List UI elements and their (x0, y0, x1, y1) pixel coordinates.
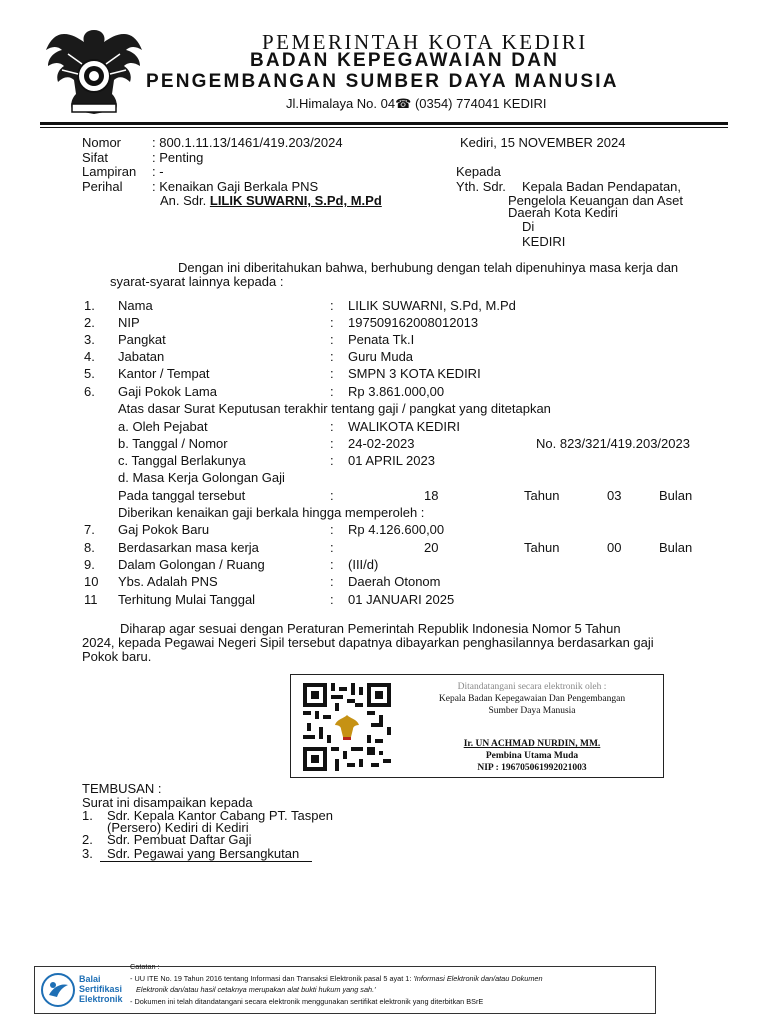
tembusan-number: 1. (82, 808, 93, 823)
sub-item-label: c. Tanggal Berlakunya (118, 453, 246, 468)
sk-number: No. 823/321/419.203/2023 (536, 436, 690, 451)
signer-name: Ir. UN ACHMAD NURDIN, MM. (463, 739, 601, 749)
closing-line-1: Diharap agar sesuai dengan Peraturan Pemerintah Republik Indonesia Nomor 5 Tahun (120, 621, 621, 636)
recipient-line-4: Di (522, 219, 535, 234)
item-label: Jabatan (118, 349, 165, 364)
item-label: Kantor / Tempat (118, 366, 210, 381)
diberikan-text: Diberikan kenaikan gaji berkala hingga memperoleh : (118, 505, 425, 520)
pada-label: Pada tanggal tersebut (118, 488, 246, 503)
tembusan-item: Sdr. Pembuat Daftar Gaji (107, 832, 252, 847)
sub-item-value: WALIKOTA KEDIRI (348, 419, 460, 434)
tembusan-item: Sdr. Kepala Kantor Cabang PT. Taspen (107, 808, 333, 823)
tembusan-item: Sdr. Pegawai yang Bersangkutan (107, 846, 300, 861)
item-number: 2. (84, 315, 95, 330)
kop-pemerintah: PEMERINTAH KOTA KEDIRI (262, 30, 588, 54)
bsre-logo-icon (41, 973, 75, 1007)
bsre-logo-line-1: Balai (79, 974, 101, 984)
item-colon: : (330, 453, 334, 468)
item-label: NIP (118, 315, 140, 330)
signer-office-line-2: Sumber Daya Manusia (488, 706, 576, 716)
bulan-label: Bulan (659, 540, 693, 555)
place-date: Kediri, 15 NOVEMBER 2024 (460, 135, 626, 150)
masa-bulan-value: 00 (607, 540, 622, 555)
item-colon: : (330, 592, 334, 607)
footer-note-1-quote: 'Informasi Elektronik dan/atau Dokumen (413, 974, 543, 983)
an-line (160, 193, 382, 208)
item-value: (III/d) (348, 557, 379, 572)
sub-item-label: b. Tanggal / Nomor (118, 436, 228, 451)
item-colon: : (330, 349, 334, 364)
item-colon: : (330, 315, 334, 330)
item-label: Ybs. Adalah PNS (118, 574, 218, 589)
item-number: 8. (84, 540, 95, 555)
pada-tahun-value: 18 (424, 488, 439, 503)
an-prefix: An. Sdr. (160, 193, 207, 208)
item-number: 3. (84, 332, 95, 347)
masa-tahun-value: 20 (424, 540, 439, 555)
qr-code (303, 683, 391, 771)
bsre-logo-line-2: Sertifikasi (79, 984, 123, 994)
e-signature-box (290, 674, 664, 778)
item-colon: : (330, 436, 334, 451)
item-value: Rp 3.861.000,00 (348, 384, 445, 399)
recipient-line-5: KEDIRI (522, 234, 566, 249)
recipient-line-3: Daerah Kota Kediri (508, 205, 618, 220)
item-value: SMPN 3 KOTA KEDIRI (348, 366, 481, 381)
header-rule-thin (40, 127, 728, 128)
perihal-label: Perihal (82, 179, 123, 194)
item-number: 4. (84, 349, 95, 364)
atas-dasar-text: Atas dasar Surat Keputusan terakhir tentang gaji / pangkat yang ditetapkan (118, 401, 551, 416)
item-label: Gaji Pokok Lama (118, 384, 217, 399)
pada-bulan-value: 03 (607, 488, 622, 503)
signer-nip: NIP : 196705061992021003 (477, 763, 587, 773)
item-label: Terhitung Mulai Tanggal (118, 592, 256, 607)
garuda-emblem (42, 24, 146, 118)
footer-note-2: - Dokumen ini telah ditandatangani secara elektronik menggunakan sertifikat elektronik yang diterbitkan BSrE (130, 997, 484, 1006)
item-label: Dalam Golongan / Ruang (118, 557, 265, 572)
closing-line-3: Pokok baru. (82, 649, 152, 664)
item-value: 01 JANUARI 2025 (348, 592, 455, 607)
item-colon: : (330, 488, 334, 503)
lampiran-value: : - (152, 164, 164, 179)
item-label: Berdasarkan masa kerja (118, 540, 259, 555)
tembusan-title: TEMBUSAN : (82, 781, 162, 796)
item-value: Guru Muda (348, 349, 414, 364)
item-label: Pangkat (118, 332, 166, 347)
item-value: Penata Tk.I (348, 332, 415, 347)
closing-line-2: 2024, kepada Pegawai Negeri Sipil tersebut dapatnya dibayarkan penghasilannya berdasarkan gaji (82, 635, 654, 650)
an-name: LILIK SUWARNI, S.Pd, M.Pd (209, 193, 382, 208)
sub-item-value: 01 APRIL 2023 (348, 453, 435, 468)
item-number: 11 (84, 592, 98, 607)
item-label: Gaj Pokok Baru (118, 522, 210, 537)
bsre-logo-line-3: Elektronik (79, 994, 123, 1004)
footer-catatan: Catatan : (130, 962, 160, 971)
sifat-label: Sifat (82, 150, 109, 165)
item-number: 6. (84, 384, 95, 399)
sub-item-value: 24-02-2023 (348, 436, 415, 451)
item-value: Rp 4.126.600,00 (348, 522, 445, 537)
item-colon: : (330, 540, 334, 555)
tembusan-item: (Persero) Kediri di Kediri (107, 820, 249, 835)
nomor-value: : 800.1.11.13/1461/419.203/2024 (152, 135, 343, 150)
intro-line-1: Dengan ini diberitahukan bahwa, berhubung dengan telah dipenuhinya masa kerja dan (178, 260, 679, 275)
item-value: 197509162008012013 (348, 315, 479, 330)
phone-icon: ☎ (395, 96, 412, 111)
kop-pengembangan: PENGEMBANGAN SUMBER DAYA MANUSIA (146, 71, 619, 92)
footer-note-1 (130, 974, 543, 983)
item-colon: : (330, 366, 334, 381)
yth-label: Yth. Sdr. (456, 179, 506, 194)
nomor-label: Nomor (82, 135, 122, 150)
signer-rank: Pembina Utama Muda (485, 751, 579, 761)
item-colon: : (330, 419, 334, 434)
item-colon: : (330, 522, 334, 537)
sub-item-label: d. Masa Kerja Golongan Gaji (118, 470, 285, 485)
item-number: 10 (84, 574, 99, 589)
intro-line-2: syarat-syarat lainnya kepada : (110, 274, 284, 289)
kop-badan: BADAN KEPEGAWAIAN DAN (250, 50, 560, 71)
item-value: Daerah Otonom (348, 574, 441, 589)
tembusan-subtitle: Surat ini disampaikan kepada (82, 795, 253, 810)
tahun-label: Tahun (524, 488, 560, 503)
tahun-label: Tahun (524, 540, 560, 555)
tembusan-number: 2. (82, 832, 93, 847)
perihal-value: : Kenaikan Gaji Berkala PNS (152, 179, 319, 194)
item-number: 5. (84, 366, 95, 381)
item-value: LILIK SUWARNI, S.Pd, M.Pd (348, 298, 516, 313)
signer-office-line-1: Kepala Badan Kepegawaian Dan Pengembangan (438, 694, 626, 704)
recipient-line-2: Pengelola Keuangan dan Aset (508, 193, 683, 208)
bulan-label: Bulan (659, 488, 693, 503)
signed-electronically-label: Ditandatangani secara elektronik oleh : (457, 682, 607, 692)
item-colon: : (330, 574, 334, 589)
header-rule-thick (40, 122, 728, 125)
tembusan-underline (100, 861, 312, 862)
sub-item-label: a. Oleh Pejabat (118, 419, 208, 434)
item-number: 9. (84, 557, 95, 572)
kop-address (286, 96, 546, 112)
item-label: Nama (118, 298, 153, 313)
sifat-value: : Penting (152, 150, 204, 165)
lampiran-label: Lampiran (82, 164, 137, 179)
item-colon: : (330, 384, 334, 399)
recipient-line-1: Kepala Badan Pendapatan, (522, 179, 682, 194)
address-street: Jl.Himalaya No. 04 (286, 96, 396, 111)
item-colon: : (330, 557, 334, 572)
kepada-label: Kepada (456, 164, 501, 179)
address-phone: (0354) 774041 KEDIRI (414, 96, 547, 111)
footer-note-1-text: - UU ITE No. 19 Tahun 2016 tentang Informasi dan Transaksi Elektronik pasal 5 ayat 1: (130, 974, 414, 983)
item-number: 7. (84, 522, 95, 537)
item-colon: : (330, 298, 334, 313)
tembusan-number: 3. (82, 846, 93, 861)
item-number: 1. (84, 298, 95, 313)
footer-note-1-cont: Elektronik dan/atau hasil cetaknya merupakan alat bukti hukum yang sah.' (136, 985, 376, 994)
item-colon: : (330, 332, 334, 347)
